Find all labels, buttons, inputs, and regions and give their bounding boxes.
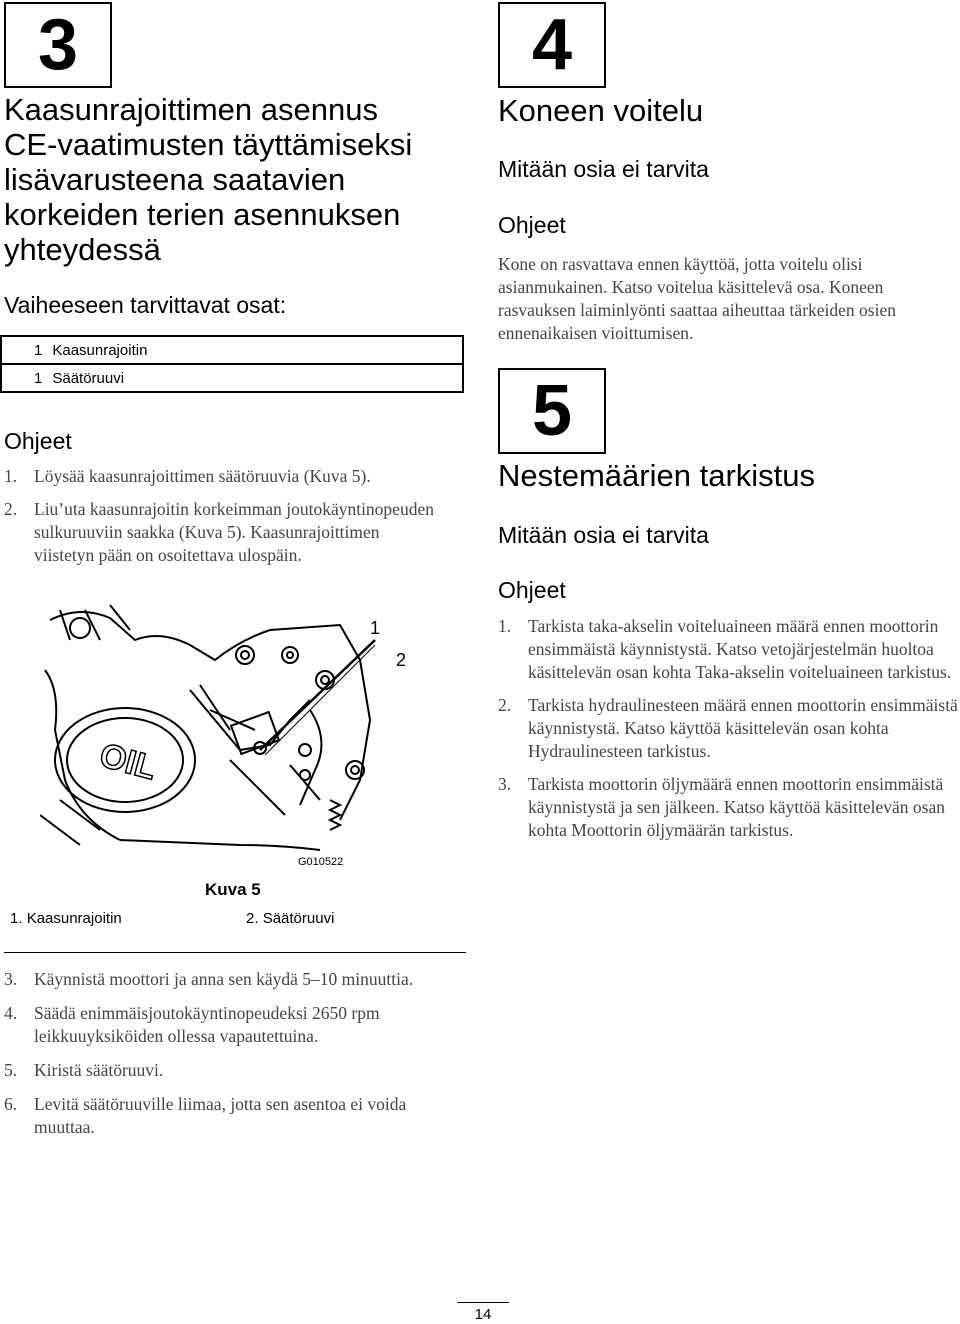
list-item xyxy=(4,498,444,567)
figure-code: G010522 xyxy=(298,856,344,868)
step-4-instructions-heading: Ohjeet xyxy=(498,212,566,238)
step-text: Tarkista hydraulinesteen määrä ennen moottorin ensimmäistä käynnistystä. Katso käyttöä käsittelevän osan kohta Hydraulinesteen tarkistus. xyxy=(528,695,958,761)
step-num: 2. xyxy=(498,695,512,715)
step-3-number-box: 3 xyxy=(4,2,112,88)
step-text: Tarkista taka-akselin voiteluaineen määrä ennen moottorin ensimmäistä käynnistystä. Katso vetojärjestelmän huoltoa käsittelevän osan kohta Taka-akselin voiteluaineen tarkistus. xyxy=(528,616,952,682)
step-text: Kiristä säätöruuvi. xyxy=(34,1060,164,1080)
engine-drawing xyxy=(40,600,420,900)
step-text: Säädä enimmäisjoutokäyntinopeudeksi 2650 rpm leikkuuyksiköiden ollessa vapautettuina. xyxy=(34,1003,380,1046)
title-line: CE-vaatimusten täyttämiseksi xyxy=(4,127,413,162)
step-num: 1. xyxy=(498,616,512,636)
part-name: Kaasunrajoitin xyxy=(42,336,463,364)
step-4-number-box: 4 xyxy=(498,2,606,88)
step-4-no-parts: Mitään osia ei tarvita xyxy=(498,156,709,182)
step-5-title: Nestemäärien tarkistus xyxy=(498,458,816,493)
legend-num: 1. xyxy=(10,910,23,927)
step-5-number-box: 5 xyxy=(498,368,606,454)
instructions-heading: Ohjeet xyxy=(4,428,72,454)
step-num: 4. xyxy=(4,1003,18,1023)
step-num: 3. xyxy=(4,969,18,989)
figure-legend-item-1 xyxy=(10,910,122,927)
part-qty: 1 xyxy=(1,364,42,392)
title-line: lisävarusteena saatavien xyxy=(4,162,346,197)
step-5-no-parts: Mitään osia ei tarvita xyxy=(498,522,709,548)
step-num: 6. xyxy=(4,1094,18,1114)
step-5-steps xyxy=(498,615,960,842)
table-row xyxy=(1,336,463,364)
step-num: 2. xyxy=(4,499,18,519)
figure-legend-item-2 xyxy=(246,910,334,927)
step-text: Käynnistä moottori ja anna sen käydä 5–10 minuuttia. xyxy=(34,969,414,989)
step-4-title: Koneen voitelu xyxy=(498,93,704,128)
steps-before-figure xyxy=(4,465,444,567)
step-text: Levitä säätöruuville liimaa, jotta sen asentoa ei voida muuttaa. xyxy=(34,1094,407,1137)
title-line: korkeiden terien asennuksen xyxy=(4,197,401,232)
part-qty: 1 xyxy=(1,336,42,364)
figure-divider xyxy=(4,952,466,953)
step-3-title xyxy=(4,92,474,267)
callout-1: 1 xyxy=(370,618,381,638)
title-line: yhteydessä xyxy=(4,232,161,267)
title-line: Kaasunrajoittimen asennus xyxy=(4,92,378,127)
callout-2: 2 xyxy=(396,650,407,670)
steps-after-figure xyxy=(4,968,464,1139)
step-5-instructions-heading: Ohjeet xyxy=(498,577,566,603)
step-text: Liu’uta kaasunrajoitin korkeimman joutokäyntinopeuden sulkuruuviin saakka (Kuva 5). Kaasunrajoittimen viistetyn pään on osoitettava ulospäin. xyxy=(34,499,434,565)
legend-text: Säätöruuvi xyxy=(262,910,335,927)
step-text: Löysää kaasunrajoittimen säätöruuvia (Kuva 5). xyxy=(34,466,371,486)
list-item xyxy=(4,465,444,488)
list-item xyxy=(4,1093,464,1139)
parts-table xyxy=(0,335,464,393)
parts-heading: Vaiheeseen tarvittavat osat: xyxy=(4,292,287,318)
step-num: 1. xyxy=(4,466,18,486)
step-num: 5. xyxy=(4,1060,18,1080)
figure-caption: Kuva 5 xyxy=(205,880,261,899)
list-item xyxy=(4,968,464,991)
table-row xyxy=(1,364,463,392)
list-item xyxy=(498,773,960,842)
legend-text: Kaasunrajoitin xyxy=(26,910,122,927)
page-number: 14 xyxy=(474,1306,492,1323)
list-item xyxy=(4,1059,464,1082)
part-name: Säätöruuvi xyxy=(42,364,463,392)
legend-num: 2. xyxy=(246,910,259,927)
step-4-paragraph: Kone on rasvattava ennen käyttöä, jotta voitelu olisi asianmukainen. Katso voitelua käsittelevä osa. Koneen rasvauksen laiminlyönti saattaa aiheuttaa tärkeiden osien ennenaikaisen vioittumisen. xyxy=(498,254,896,343)
list-item xyxy=(498,694,960,763)
step-num: 3. xyxy=(498,774,512,794)
oil-cap-text: OIL xyxy=(95,736,161,788)
list-item xyxy=(4,1002,464,1048)
list-item xyxy=(498,615,960,684)
step-text: Tarkista moottorin öljymäärä ennen moottorin ensimmäistä käynnistystä ja sen jälkeen. Katso käyttöä käsittelevän osan kohta Moottorin öljymäärän tarkistus. xyxy=(528,774,945,840)
page-number-rule xyxy=(457,1302,509,1303)
figure-engine-illustration xyxy=(40,600,420,900)
